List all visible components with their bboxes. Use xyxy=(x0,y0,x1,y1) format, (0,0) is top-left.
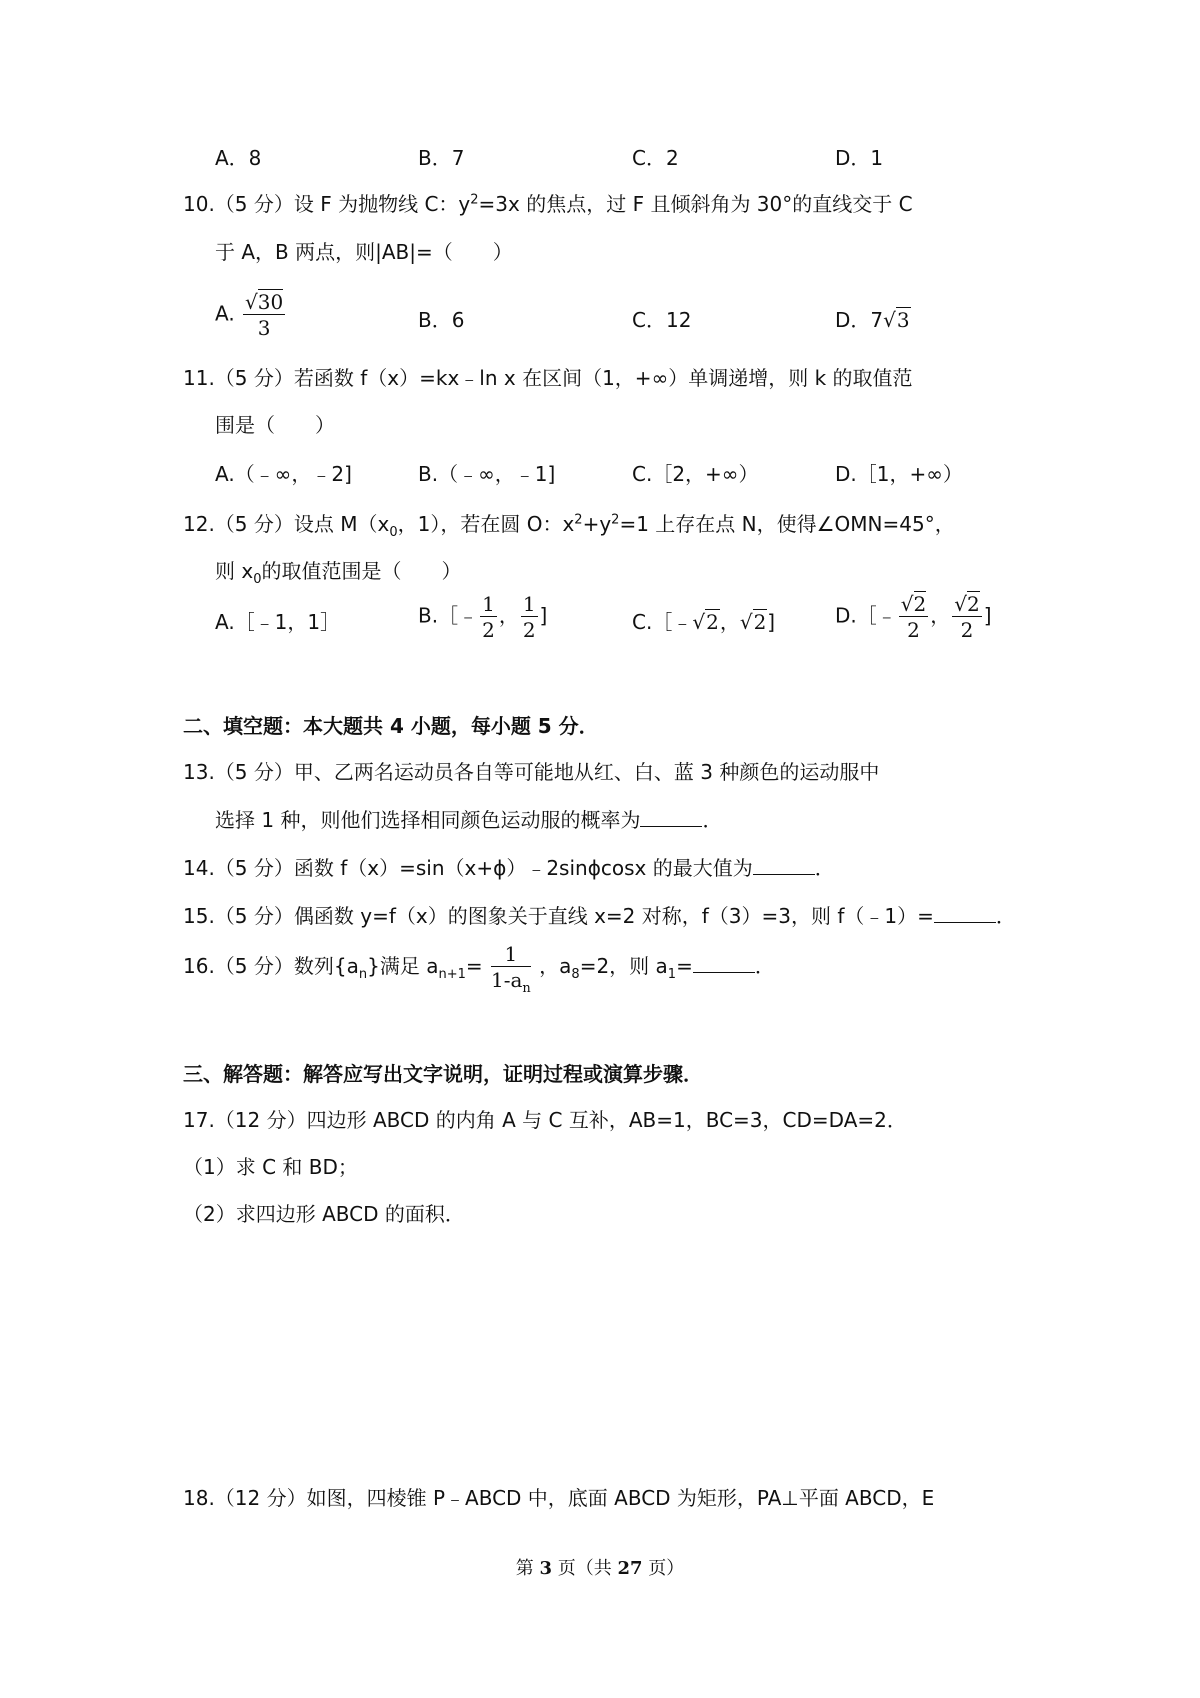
q9-option-d: D．1 xyxy=(835,146,884,170)
q15-answer-blank xyxy=(934,904,996,923)
q13-stem-line2: 选择 1 种，则他们选择相同颜色运动服的概率为 ． xyxy=(215,808,723,832)
q16-answer-blank xyxy=(693,954,755,973)
q16-stem: 16.（5 分）数列$\{a_n\}$满足 $a_{n+1}=$ $\frac{1}{1-a_n}$ ，$a_8=2$，则 $a_1=$ ． xyxy=(183,942,775,996)
q11-option-a: A.（﹣∞，﹣2] xyxy=(215,462,352,486)
current-page-number: 3 xyxy=(539,1558,552,1579)
q9-option-c: C．2 xyxy=(632,146,679,170)
section-2-heading: 二、填空题：本大题共 4 小题，每小题 5 分． xyxy=(183,714,599,738)
q10-option-b: B．6 xyxy=(418,308,465,332)
q12-option-d: D.［﹣ $\frac{√2}{2}$ ， $\frac{√2}{2}$ ] xyxy=(835,592,992,642)
q10-option-d: D．7√3 xyxy=(835,308,910,332)
q12-stem-line2: 则 $x_0$的取值范围是（ ） xyxy=(215,559,462,587)
q11-option-d: D.［1，+∞） xyxy=(835,462,963,486)
q12-option-b: B.［﹣ $\frac{1}{2}$ ， $\frac{1}{2}$ ] xyxy=(418,592,548,642)
q13-answer-blank xyxy=(640,808,702,827)
total-pages: 27 xyxy=(617,1558,643,1579)
q9-option-a: A．8 xyxy=(215,146,262,170)
q13-stem-line1: 13.（5 分）甲、乙两名运动员各自等可能地从红、白、蓝 3 种颜色的运动服中 xyxy=(183,760,880,784)
q10-option-a: A. $\frac{√30}{3}$ xyxy=(215,290,284,340)
q12-option-a: A.［﹣1，1］ xyxy=(215,610,341,634)
q11-option-c: C.［2，+∞） xyxy=(632,462,759,486)
q11-stem-line1: 11.（5 分）若函数 f（x）=kx﹣ln x 在区间（1，+∞）单调递增，则 k 的取值范 xyxy=(183,366,913,390)
q10-stem-line2: 于 A，B 两点，则|AB|=（ ） xyxy=(215,240,513,264)
q17-part-2: （2）求四边形 ABCD 的面积． xyxy=(183,1202,465,1226)
q17-stem: 17.（12 分）四边形 ABCD 的内角 A 与 C 互补，AB=1，BC=3，CD=DA=2． xyxy=(183,1108,907,1132)
q10-option-c: C．12 xyxy=(632,308,692,332)
section-3-heading: 三、解答题：解答应写出文字说明，证明过程或演算步骤． xyxy=(183,1062,703,1086)
q9-option-b: B．7 xyxy=(418,146,465,170)
q11-option-b: B.（﹣∞，﹣1] xyxy=(418,462,556,486)
q14-answer-blank xyxy=(753,856,815,875)
q10-stem-line1: 10.（5 分）设 F 为抛物线 C：$y^2=3x$ 的焦点，过 F 且倾斜角为 30°的直线交于 C xyxy=(183,192,913,216)
q15-stem: 15.（5 分）偶函数 y=f（x）的图象关于直线 x=2 对称，f（3）=3，则 f（﹣1）= ． xyxy=(183,904,1016,928)
page-footer: 第 3 页（共 27 页） xyxy=(515,1558,685,1579)
q11-stem-line2: 围是（ ） xyxy=(215,413,335,437)
q12-stem-line1: 12.（5 分）设点 $M(x_0$，1），若在圆 O：$x^2+y^2=1$ 上存在点 N，使得∠OMN=45°， xyxy=(183,512,955,540)
q17-part-1: （1）求 C 和 BD； xyxy=(183,1155,358,1179)
q14-stem: 14.（5 分）函数 f（x）=sin（x+ϕ）﹣2sinϕcosx 的最大值为 ． xyxy=(183,856,835,880)
q12-option-c: C.［﹣√2，√2] xyxy=(632,610,776,634)
q18-stem-line1: 18.（12 分）如图，四棱锥 P﹣ABCD 中，底面 ABCD 为矩形，PA⊥平面 ABCD，E xyxy=(183,1486,935,1510)
